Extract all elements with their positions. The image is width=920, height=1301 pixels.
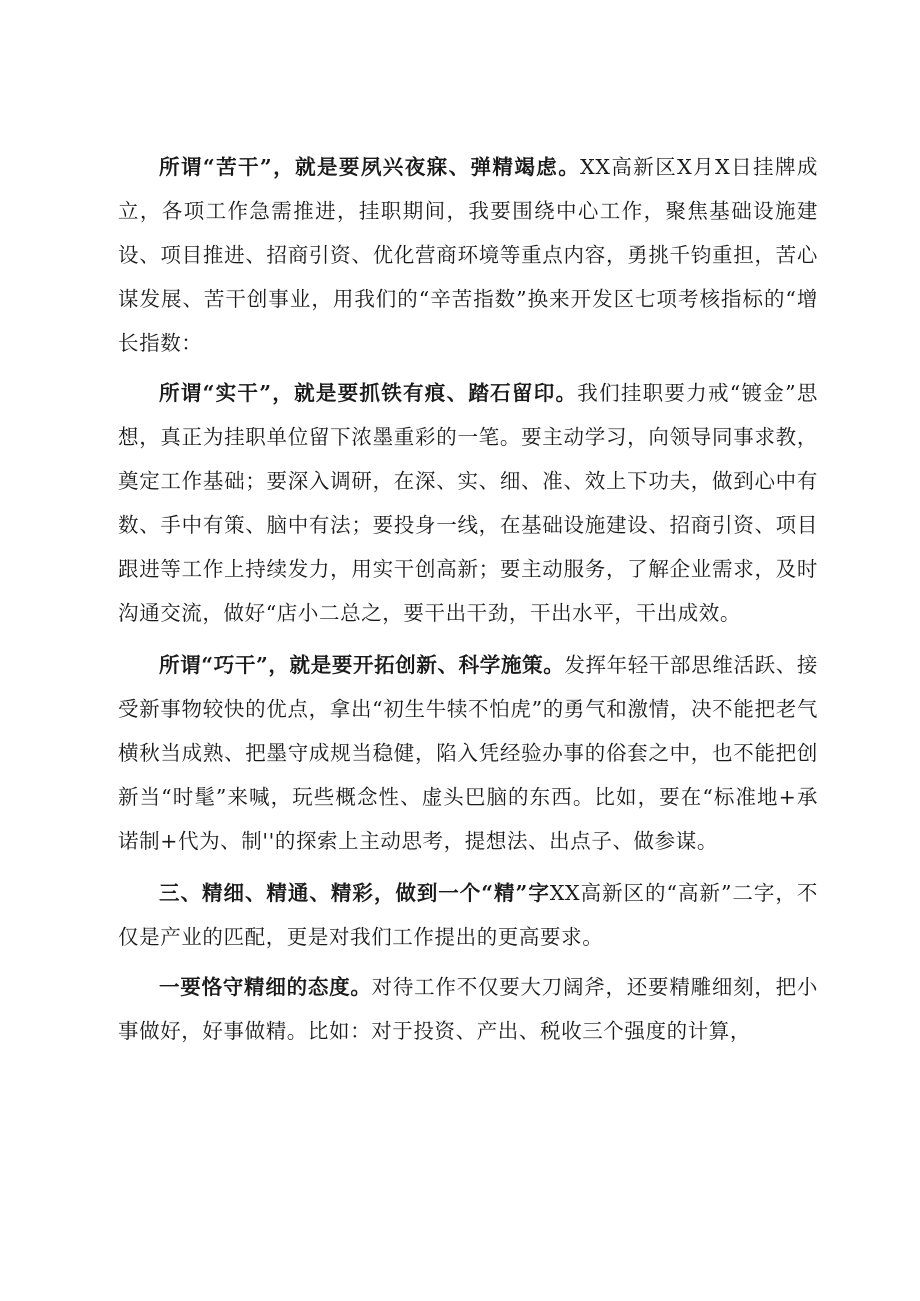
- section-heading: 三、精细、精通、精彩，做到一个“精”字: [159, 881, 550, 905]
- paragraph-text: 对待工作不仅要大刀阔斧，还要精雕细刻，把小事做好，好事做精。比如：对于投资、产出、税收三个强度的计算，: [118, 975, 818, 1043]
- paragraph-lead: 所谓“实干”，就是要抓铁有痕、踏石留印。: [159, 381, 578, 405]
- paragraph-text: 发挥年轻干部思维活跃、接受新事物较快的优点，拿出“初生牛犊不怕虎”的勇气和激情，决不能把老气横秋当成熟、把墨守成规当稳健，陷入凭经验办事的俗套之中，也不能把创新当“时髦”来喊，玩些概念性、虚头巴脑的东西。比如，要在“标准地+承诺制+代为、制''的探索上主动思考，提想法、出点子、做参谋。: [118, 653, 818, 853]
- section-heading-three: [118, 871, 818, 959]
- paragraph-lead: 所谓“巧干”，就是要开拓创新、科学施策。: [159, 653, 565, 677]
- paragraph-smart-work: [118, 643, 818, 863]
- paragraph-text: XX高新区的“高新”二字，不仅是产业的匹配，更是对我们工作提出的更高要求。: [118, 881, 818, 949]
- paragraph-meticulous-attitude: [118, 965, 818, 1053]
- paragraph-practical-work: [118, 371, 818, 635]
- paragraph-text: XX高新区X月X日挂牌成立，各项工作急需推进，挂职期间，我要围绕中心工作，聚焦基础设施建设、项目推进、招商引资、优化营商环境等重点内容，勇挑千钧重担，苦心谋发展、苦干创事业，用我们的“辛苦指数”换来开发区七项考核指标的“增长指数：: [118, 155, 818, 355]
- paragraph-lead: 所谓“苦干”，就是要夙兴夜寐、弹精竭虑。: [159, 155, 581, 179]
- paragraph-lead: 一要恪守精细的态度。: [159, 975, 372, 999]
- paragraph-text: 我们挂职要力戒“镀金”思想，真正为挂职单位留下浓墨重彩的一笔。要主动学习，向领导同事求教，奠定工作基础；要深入调研，在深、实、细、准、效上下功夫，做到心中有数、手中有策、脑中有法；要投身一线，在基础设施建设、招商引资、项目跟进等工作上持续发力，用实干创高新；要主动服务，了解企业需求，及时沟通交流，做好“店小二总之，要干出干劲，干出水平，干出成效。: [118, 381, 818, 625]
- document-body: [118, 145, 818, 1053]
- paragraph-hard-work: [118, 145, 818, 365]
